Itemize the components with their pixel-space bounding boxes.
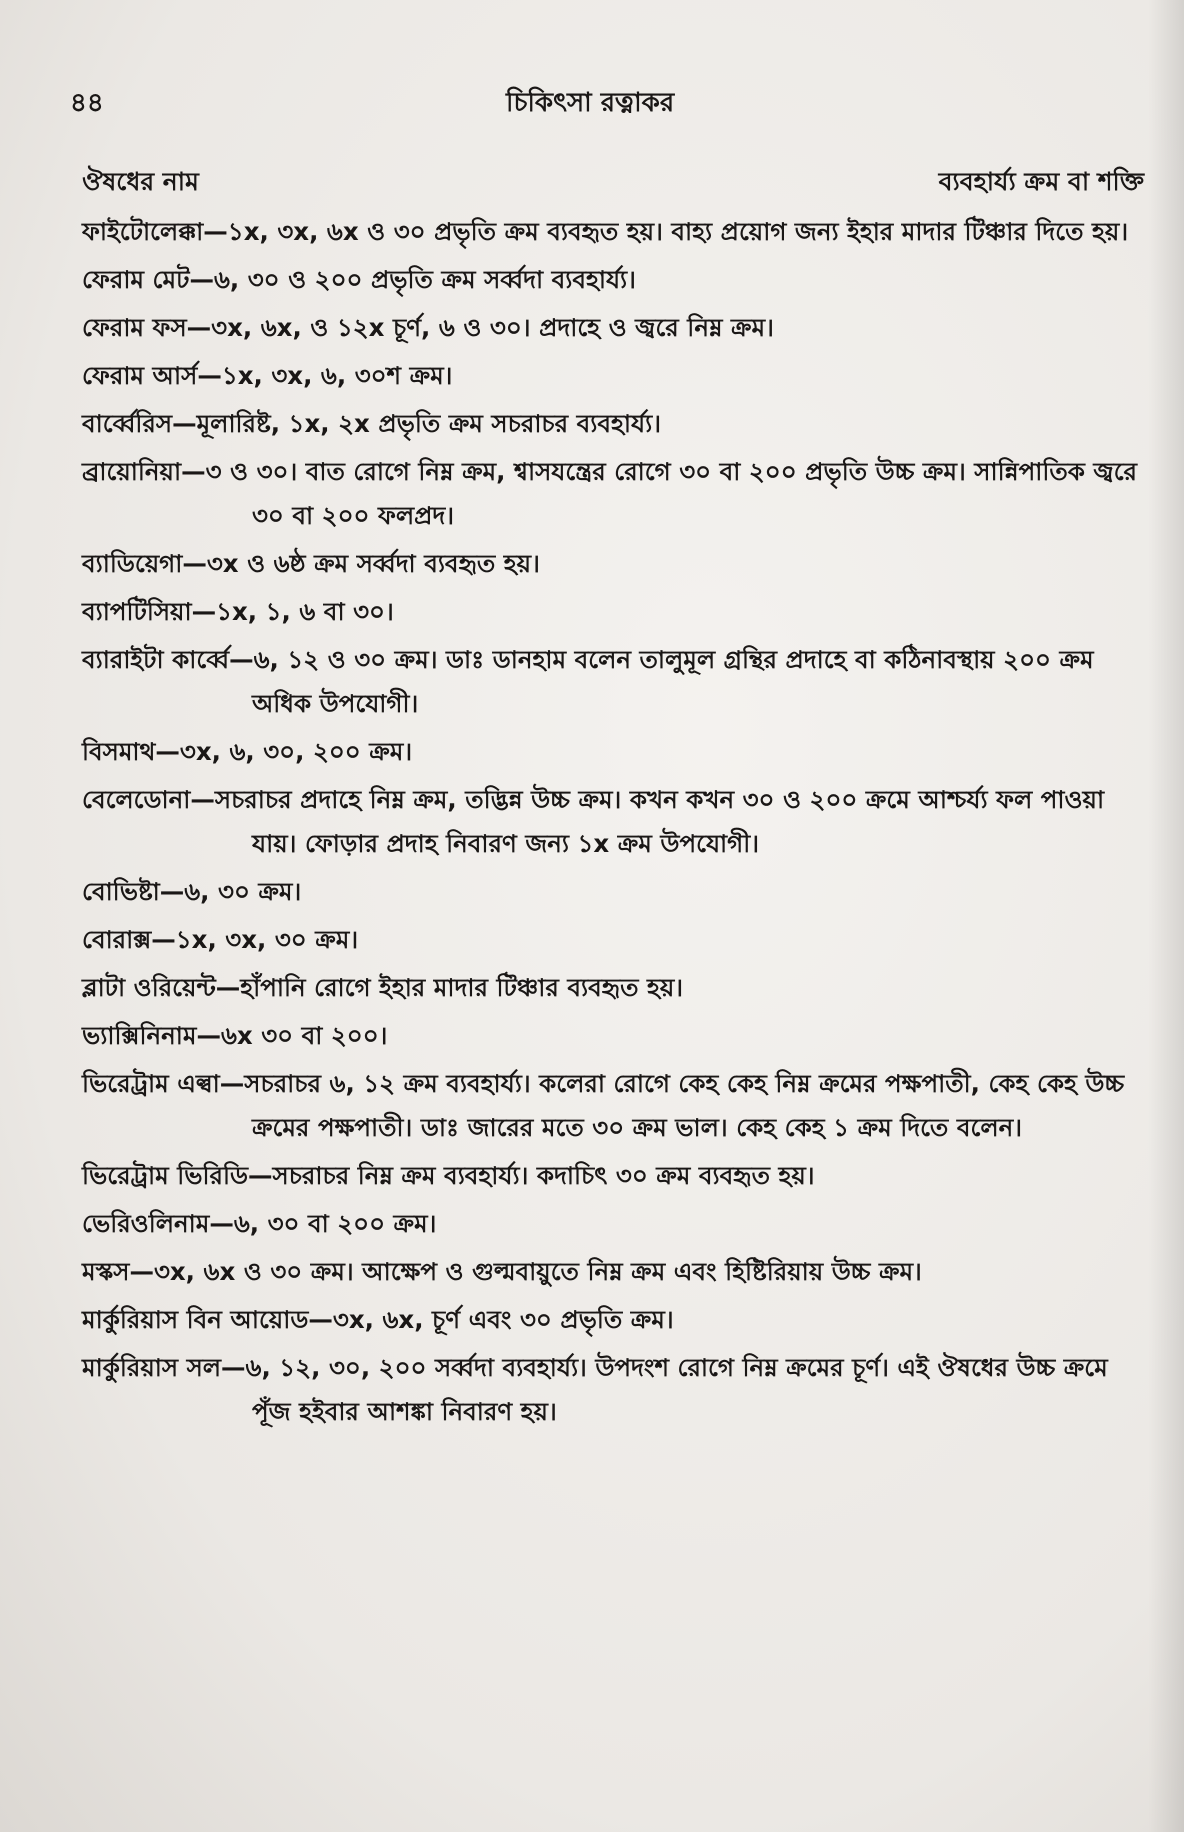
medicine-entry — [82, 1154, 1150, 1198]
medicine-name: বেলেডোনা — [82, 785, 191, 814]
medicine-name: ভ্যাক্সিনিনাম — [82, 1021, 197, 1050]
medicine-potency-text: —৬, ১২, ৩০, ২০০ সর্ব্বদা ব্যবহার্য্য। উপদংশ রোগে নিম্ন ক্রমের চূর্ণ। এই ঔষধের উচ্চ ক্রমে পূঁজ হইবার আশঙ্কা নিবারণ হয়। — [221, 1353, 1108, 1426]
medicine-name: ফেরাম আর্স — [82, 361, 198, 390]
medicine-potency-text: —৬, ১২ ও ৩০ ক্রম। ডাঃ ডানহাম বলেন তালুমূল গ্রন্থির প্রদাহে বা কঠিনাবস্থায় ২০০ ক্রম অধিক উপযোগী। — [229, 645, 1094, 718]
medicine-name: মস্কস — [82, 1257, 130, 1286]
column-heading-potency: ব্যবহার্য্য ক্রম বা শক্তি — [938, 167, 1144, 196]
medicine-name: মার্কুরিয়াস বিন আয়োড — [82, 1305, 309, 1334]
medicine-potency-text: —১x, ৩x, ৬, ৩০শ ক্রম। — [197, 361, 453, 390]
medicine-entry — [82, 1250, 1150, 1294]
medicine-name: ফেরাম ফস — [82, 313, 187, 342]
column-heading-medicine-name: ঔষধের নাম — [82, 167, 199, 196]
medicine-potency-text: —৩x ও ৬ষ্ঠ ক্রম সর্ব্বদা ব্যবহৃত হয়। — [182, 549, 540, 578]
medicine-name: ব্লাটা ওরিয়েন্ট — [82, 973, 216, 1002]
medicine-entry — [82, 778, 1150, 866]
page-header — [66, 78, 1114, 122]
medicine-potency-text: —৩ ও ৩০। বাত রোগে নিম্ন ক্রম, শ্বাসযন্ত্রের রোগে ৩০ বা ২০০ প্রভৃতি উচ্চ ক্রম। সান্নিপাতিক জ্বরে ৩০ বা ২০০ ফলপ্রদ। — [181, 457, 1138, 530]
medicine-potency-text: —মূলারিষ্ট, ১x, ২x প্রভৃতি ক্রম সচরাচর ব্যবহার্য্য। — [172, 409, 661, 438]
medicine-name: বার্ব্বেরিস — [82, 409, 173, 438]
medicine-name: বোভিষ্টা — [82, 877, 160, 906]
column-headings — [82, 162, 1144, 202]
medicine-name: ভেরিওলিনাম — [82, 1209, 210, 1238]
medicine-entry — [82, 638, 1150, 726]
medicine-potency-text: —৬, ৩০ ও ২০০ প্রভৃতি ক্রম সর্ব্বদা ব্যবহার্য্য। — [189, 265, 636, 294]
page-number: ৪৪ — [70, 88, 104, 118]
medicine-potency-text: —৬, ৩০ ক্রম। — [159, 877, 302, 906]
medicine-potency-text: —৩x, ৬x ও ৩০ ক্রম। আক্ষেপ ও গুল্মবায়ুতে নিম্ন ক্রম এবং হিষ্টিরিয়ায় উচ্চ ক্রম। — [129, 1257, 922, 1286]
medicine-entry — [82, 1346, 1150, 1434]
medicine-potency-text: —১x, ১, ৬ বা ৩০। — [191, 597, 394, 626]
medicine-entry — [82, 354, 1150, 398]
medicine-entry — [82, 258, 1150, 302]
medicine-entry — [82, 1202, 1150, 1246]
medicine-name: মার্কুরিয়াস সল — [82, 1353, 222, 1382]
medicine-potency-text: —৬, ৩০ বা ২০০ ক্রম। — [209, 1209, 437, 1238]
medicine-entry — [82, 1298, 1150, 1342]
medicine-name: ব্যারাইটা কার্ব্বে — [82, 645, 230, 674]
medicine-name: ফাইটোলেক্কা — [82, 217, 204, 246]
medicine-potency-text: —৬x ৩০ বা ২০০। — [196, 1021, 388, 1050]
medicine-entry — [82, 306, 1150, 350]
medicine-potency-text: —সচরাচর নিম্ন ক্রম ব্যবহার্য্য। কদাচিৎ ৩০ ক্রম ব্যবহৃত হয়। — [248, 1161, 815, 1190]
medicine-name: বোরাক্স — [82, 925, 152, 954]
medicine-potency-text: —৩x, ৬x, ও ১২x চূর্ণ, ৬ ও ৩০। প্রদাহে ও জ্বরে নিম্ন ক্রম। — [186, 313, 774, 342]
medicine-entry — [82, 450, 1150, 538]
medicine-potency-text: —৩x, ৬, ৩০, ২০০ ক্রম। — [155, 737, 413, 766]
medicine-potency-text: —সচরাচর প্রদাহে নিম্ন ক্রম, তদ্ভিন্ন উচ্চ ক্রম। কখন কখন ৩০ ও ২০০ ক্রমে আশ্চর্য্য ফল পাওয়া যায়। ফোড়ার প্রদাহ নিবারণ জন্য ১x ক্রম উপযোগী। — [190, 785, 1105, 858]
medicine-potency-text: —হাঁপানি রোগে ইহার মাদার টিঞ্চার ব্যবহৃত হয়। — [215, 973, 684, 1002]
medicine-name: ব্যাপটিসিয়া — [82, 597, 192, 626]
medicine-entry — [82, 966, 1150, 1010]
medicine-name: ফেরাম মেট — [82, 265, 190, 294]
medicine-potency-text: —১x, ৩x, ৬x ও ৩০ প্রভৃতি ক্রম ব্যবহৃত হয়। বাহ্য প্রয়োগ জন্য ইহার মাদার টিঞ্চার দিতে হয়। — [203, 217, 1129, 246]
medicine-name: ভিরেট্রাম ভিরিডি — [82, 1161, 249, 1190]
running-title: চিকিৎসা রত্নাকর — [506, 88, 675, 118]
medicine-name: বিসমাথ — [82, 737, 156, 766]
medicine-entry — [82, 1014, 1150, 1058]
medicine-entry — [82, 918, 1150, 962]
medicine-potency-text: —১x, ৩x, ৩০ ক্রম। — [151, 925, 359, 954]
medicine-entry — [82, 542, 1150, 586]
medicine-entry — [82, 730, 1150, 774]
medicine-entry — [82, 870, 1150, 914]
medicine-potency-text: —৩x, ৬x, চূর্ণ এবং ৩০ প্রভৃতি ক্রম। — [308, 1305, 674, 1334]
medicine-entry — [82, 590, 1150, 634]
medicine-name: ব্রায়োনিয়া — [82, 457, 182, 486]
medicine-entry — [82, 1062, 1150, 1150]
medicine-entry-list — [82, 210, 1150, 1438]
page-gutter-shadow — [1148, 0, 1184, 1832]
medicine-entry — [82, 210, 1150, 254]
medicine-name: ভিরেট্রাম এল্বা — [82, 1069, 220, 1098]
medicine-potency-text: —সচরাচর ৬, ১২ ক্রম ব্যবহার্য্য। কলেরা রোগে কেহ কেহ নিম্ন ক্রমের পক্ষপাতী, কেহ কেহ উচ্চ ক্রমের পক্ষপাতী। ডাঃ জারের মতে ৩০ ক্রম ভাল। কেহ কেহ ১ ক্রম দিতে বলেন। — [219, 1069, 1125, 1142]
medicine-entry — [82, 402, 1150, 446]
medicine-name: ব্যাডিয়েগা — [82, 549, 183, 578]
